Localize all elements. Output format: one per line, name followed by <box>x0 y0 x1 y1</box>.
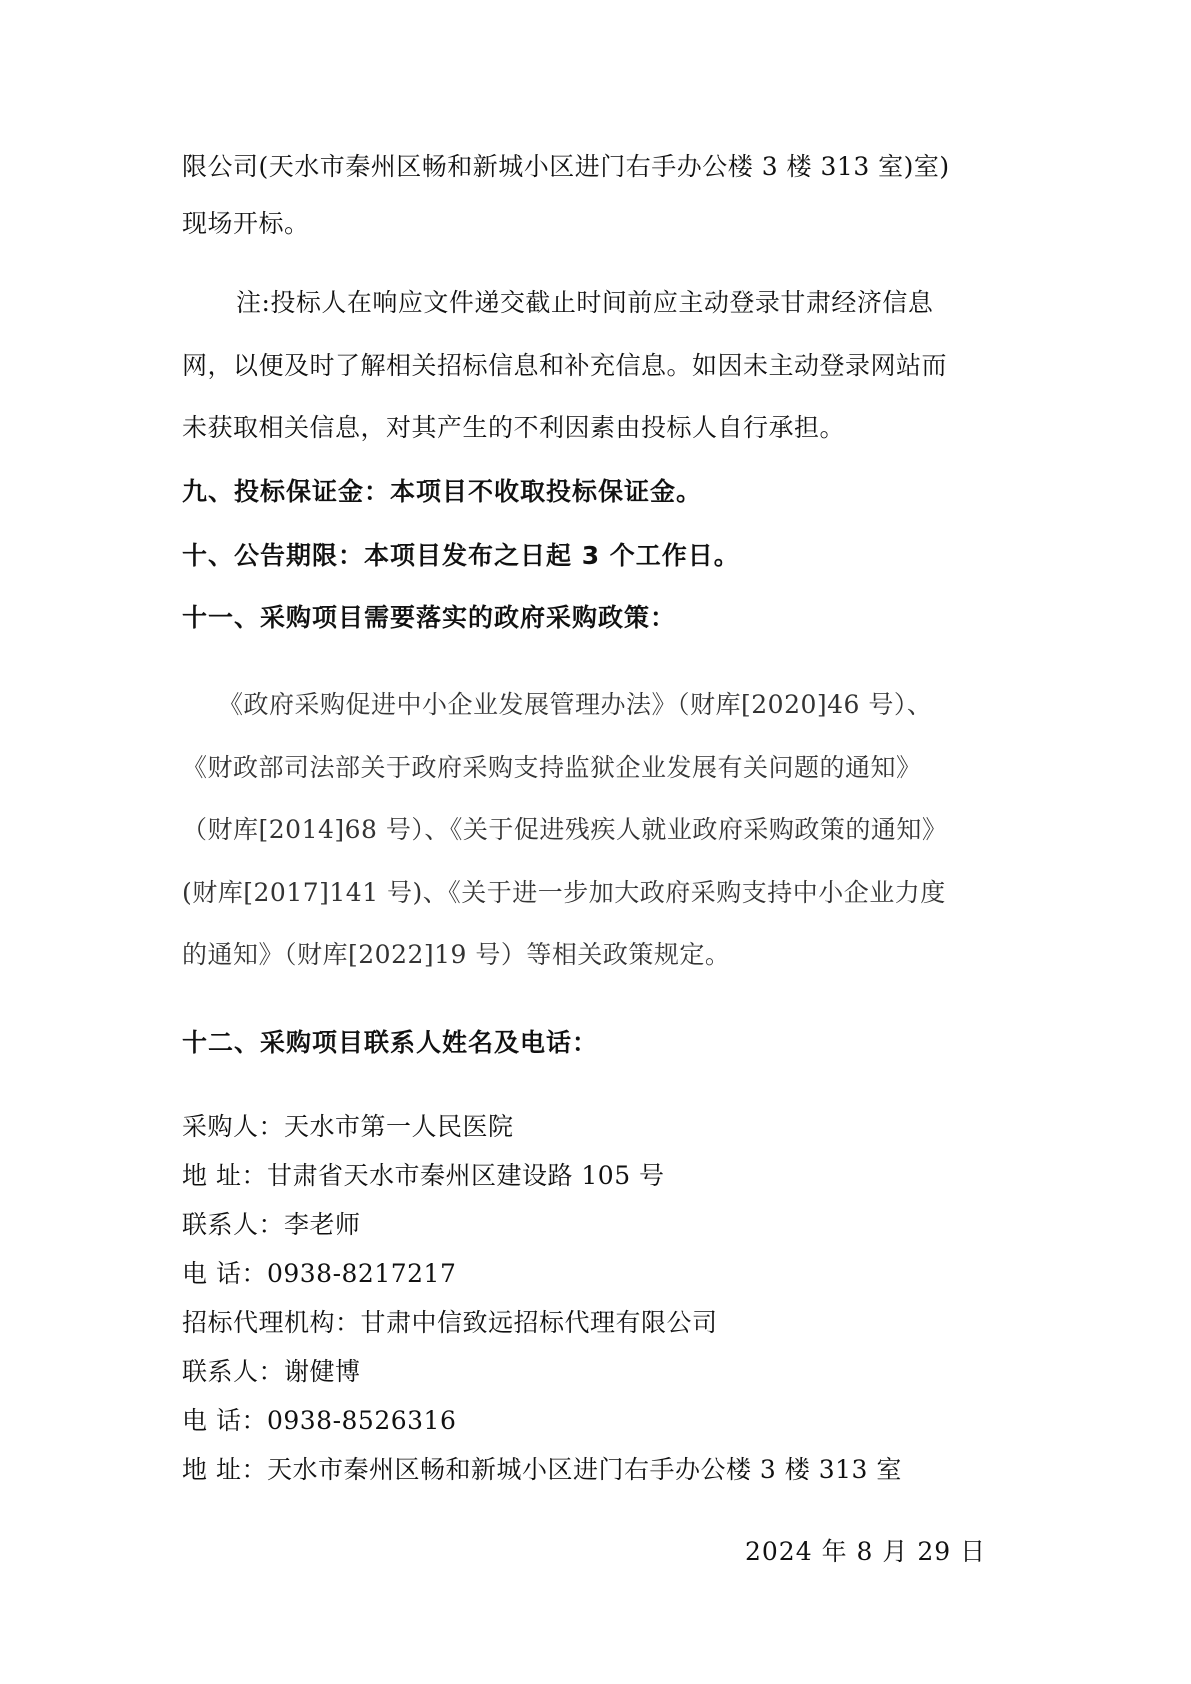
agency-address: 地 址：天水市秦州区畅和新城小区进门右手办公楼 3 楼 313 室 <box>182 1455 902 1484</box>
policy-line-2: 《财政部司法部关于政府采购支持监狱企业发展有关问题的通知》 <box>182 753 922 782</box>
purchaser-name: 采购人：天水市第一人民医院 <box>182 1112 514 1141</box>
agency-phone: 电 话：0938-8526316 <box>182 1406 457 1435</box>
policy-line-1: 《政府采购促进中小企业发展管理办法》（财库[2020]46 号）、 <box>218 690 933 719</box>
document-date: 2024 年 8 月 29 日 <box>745 1537 987 1566</box>
note-line-2: 网，以便及时了解相关招标信息和补充信息。如因未主动登录网站而 <box>182 351 948 380</box>
section-10-announcement-period: 十、公告期限：本项目发布之日起 3 个工作日。 <box>182 541 740 570</box>
agency-name: 招标代理机构：甘肃中信致远招标代理有限公司 <box>182 1308 718 1337</box>
section-9-deposit: 九、投标保证金：本项目不收取投标保证金。 <box>182 477 703 506</box>
note-line-1: 注:投标人在响应文件递交截止时间前应主动登录甘肃经济信息 <box>236 288 934 317</box>
opening-line-2: 现场开标。 <box>182 209 310 238</box>
policy-line-3: （财库[2014]68 号）、《关于促进残疾人就业政府采购政策的通知》 <box>182 815 948 844</box>
policy-line-4: (财库[2017]141 号)、《关于进一步加大政府采购支持中小企业力度 <box>182 878 946 907</box>
section-11-title: 十一、采购项目需要落实的政府采购政策： <box>182 603 677 632</box>
note-line-3: 未获取相关信息，对其产生的不利因素由投标人自行承担。 <box>182 413 846 442</box>
opening-line-1: 限公司(天水市秦州区畅和新城小区进门右手办公楼 3 楼 313 室)室) <box>182 152 950 181</box>
purchaser-contact: 联系人：李老师 <box>182 1210 361 1239</box>
purchaser-phone: 电 话：0938-8217217 <box>182 1259 457 1288</box>
purchaser-address: 地 址：甘肃省天水市秦州区建设路 105 号 <box>182 1161 665 1190</box>
section-12-title: 十二、采购项目联系人姓名及电话： <box>182 1028 599 1057</box>
policy-line-5: 的通知》（财库[2022]19 号）等相关政策规定。 <box>182 940 731 969</box>
agency-contact: 联系人：谢健博 <box>182 1357 361 1386</box>
